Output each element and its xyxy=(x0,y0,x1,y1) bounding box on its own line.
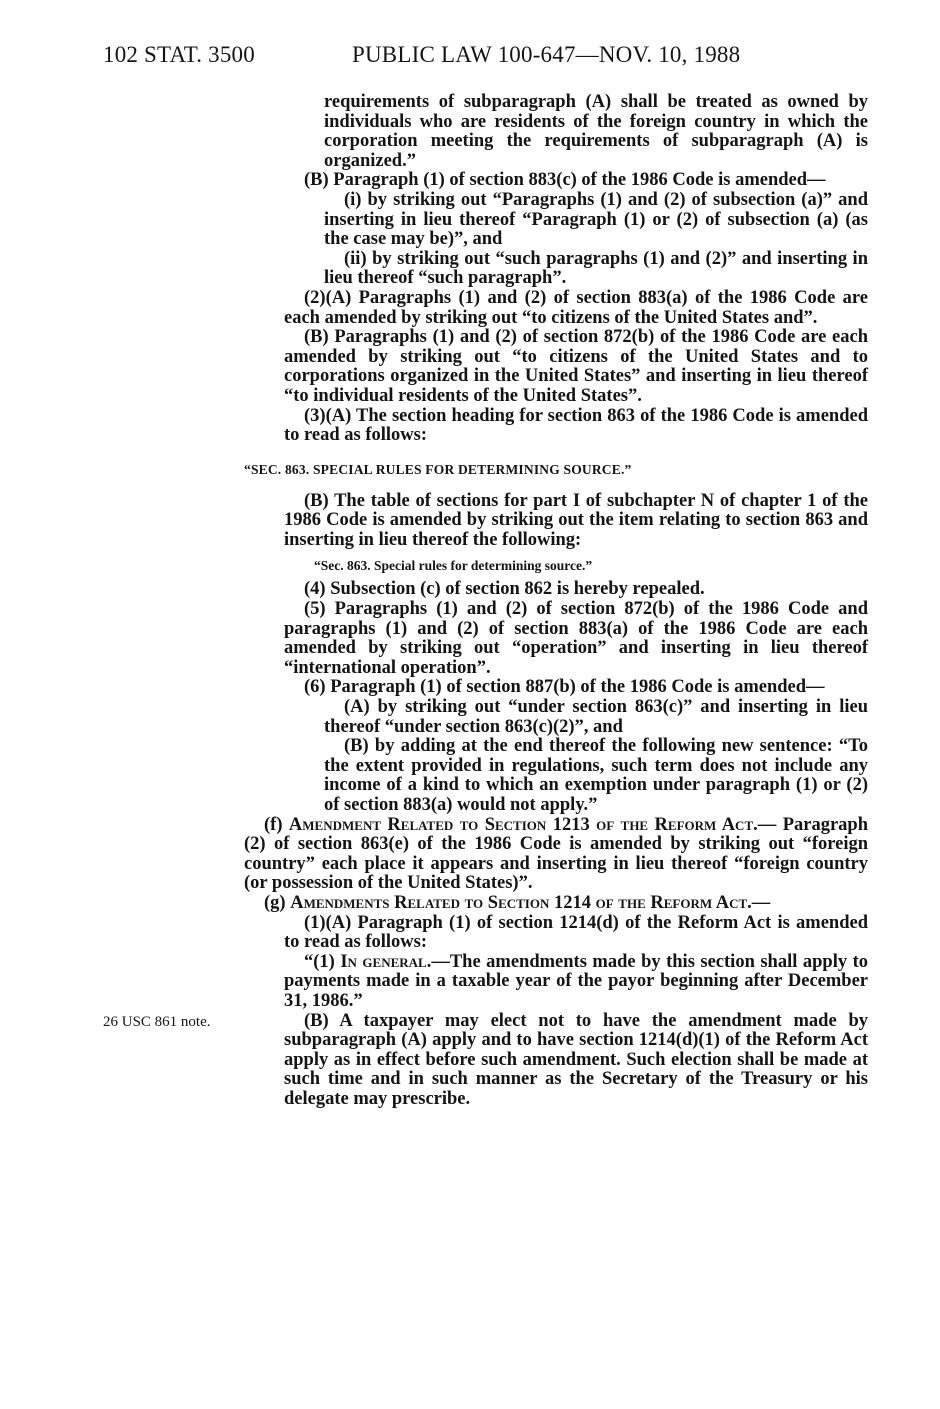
in-general-label: “(1) xyxy=(304,951,341,972)
subsection-g-label: (g) xyxy=(264,892,291,913)
subsection-f-label: (f) xyxy=(264,814,289,835)
paragraph-2b: (B) Paragraphs (1) and (2) of section 872(b) of the 1986 Code are each amended by striking out “to citizens of the United States and to corporations organized in the United States” and inserting in lieu thereof “to individual residents of the United States”. xyxy=(284,327,868,406)
public-law-title: PUBLIC LAW 100-647—NOV. 10, 1988 xyxy=(352,42,741,67)
paragraph-4: (4) Subsection (c) of section 862 is hereby repealed. xyxy=(304,579,705,600)
in-general-text: .—The amendments made by this section shall apply to payments made in a taxable year of the payor beginning after December 31, 1986.” xyxy=(284,951,868,1011)
subsection-f xyxy=(244,816,868,894)
paragraph-6: (6) Paragraph (1) of section 887(b) of the 1986 Code is amended— xyxy=(304,677,825,698)
paragraph-2a: (2)(A) Paragraphs (1) and (2) of section 883(a) of the 1986 Code are each amended by striking out “to citizens of the United States and”. xyxy=(284,287,868,328)
table-of-sections-entry: “Sec. 863. Special rules for determining source.” xyxy=(314,558,593,574)
subsection-g-dash: .— xyxy=(747,892,771,913)
section-heading: “SEC. 863. SPECIAL RULES FOR DETERMINING SOURCE.” xyxy=(244,461,632,477)
margin-note: 26 USC 861 note. xyxy=(103,1014,211,1030)
subsection-g-caption: Amendments Related to Section 1214 of the Reform Act xyxy=(290,892,748,913)
paragraph-continuation: requirements of subparagraph (A) shall be treated as owned by individuals who are residents of the foreign country in which the corporation meeting the requirements of subparagraph (A) is organized.” xyxy=(324,92,868,171)
subsection-f-dash: .— xyxy=(753,814,777,835)
subsection-f-caption: Amendment Related to Section 1213 of the Reform Act xyxy=(288,814,754,835)
document-body xyxy=(244,93,868,1110)
subsection-g xyxy=(244,894,868,914)
clause-i: (i) by striking out “Paragraphs (1) and (2) of subsection (a)” and inserting in lieu thereof “Paragraph (1) or (2) of subsection (a) (as the case may be)”, and xyxy=(324,189,868,250)
paragraph-3b: (B) The table of sections for part I of subchapter N of chapter 1 of the 1986 Code is amended by striking out the item relating to section 863 and inserting in lieu thereof the following: xyxy=(284,490,868,550)
subparagraph-a: (A) by striking out “under section 863(c)” and inserting in lieu thereof “under section 863(c)(2)”, and xyxy=(324,697,868,737)
paragraph-5: (5) Paragraphs (1) and (2) of section 872(b) of the 1986 Code and paragraphs (1) and (2) of section 883(a) of the 1986 Code are each amended by striking out “operation” and inserting in lieu thereof “international operation”. xyxy=(284,599,868,678)
paragraph-g1a: (1)(A) Paragraph (1) of section 1214(d) of the Reform Act is amended to read as follows: xyxy=(284,912,868,953)
subsection-f-text: Paragraph (2) of section 863(e) of the 1986 Code is amended by striking out “foreign country” each place it appears and inserting in lieu thereof “foreign country (or possession of the United States)”. xyxy=(244,814,868,894)
paragraph-g1b: (B) A taxpayer may elect not to have the amendment made by subparagraph (A) apply and to have section 1214(d)(1) of the Reform Act apply as in effect before such amendment. Such election shall be made at such time and in such manner as the Secretary of the Treasury or his delegate may prescribe. xyxy=(284,1010,868,1109)
page-header xyxy=(0,42,940,82)
in-general-caption: In general xyxy=(340,951,427,972)
quoted-in-general xyxy=(244,953,868,1012)
paragraph-3a: (3)(A) The section heading for section 863 of the 1986 Code is amended to read as follows: xyxy=(284,405,868,446)
stat-page-number: 102 STAT. 3500 xyxy=(103,42,255,67)
clause-ii: (ii) by striking out “such paragraphs (1) and (2)” and inserting in lieu thereof “such paragraph”. xyxy=(324,248,868,289)
paragraph-883c: (B) Paragraph (1) of section 883(c) of the 1986 Code is amended— xyxy=(304,170,826,191)
subparagraph-b: (B) by adding at the end thereof the following new sentence: “To the extent provided in regulations, such term does not include any income of a kind to which an exemption under paragraph (1) or (2) of section 883(a) would not apply.” xyxy=(324,736,868,815)
